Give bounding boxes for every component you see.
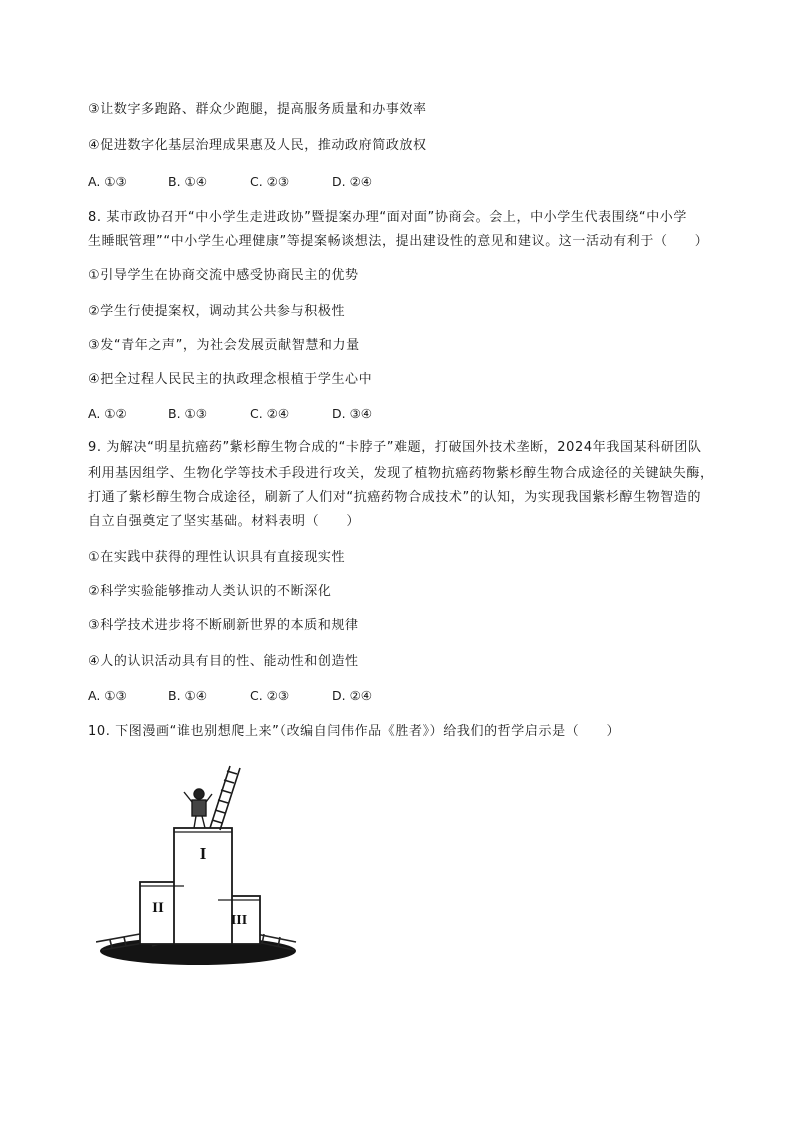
q8-answer-choices [88,404,418,424]
answer-c: C. ②④ [250,406,290,421]
q8-stem-line-2: 生睡眠管理”“中小学生心理健康”等提案畅谈想法，提出建设性的意见和建议。这一活动有利于（ ） [88,234,709,249]
ladder [210,766,240,830]
q9-stem-line-1: 9. 为解决“明星抗癌药”紫杉醇生物合成的“卡脖子”难题，打破国外技术垄断，2024年我国某科研团队 [88,440,702,455]
q9-option-2: ②科学实验能够推动人类认识的不断深化 [88,584,332,599]
answer-b: B. ①③ [168,406,207,421]
podium-drawing [96,764,304,976]
answer-d: D. ③④ [332,406,372,421]
q8-option-2: ②学生行使提案权，调动其公共参与积极性 [88,304,346,319]
q7-option-4: ④促进数字化基层治理成果惠及人民，推动政府简政放权 [88,138,427,153]
q9-answer-choices [88,686,418,706]
q8-stem-line-1: 8. 某市政协召开“中小学生走进政协”暨提案办理“面对面”协商会。会上，中小学生代表围绕“中小学 [88,210,688,225]
q9-stem-line-3: 打通了紫杉醇生物合成途径，刷新了人们对“抗癌药物合成技术”的认知，为实现我国紫杉醇生物智造的 [88,490,702,505]
q9-option-4: ④人的认识活动具有目的性、能动性和创造性 [88,654,359,669]
answer-a: A. ①③ [88,688,127,703]
answer-a: A. ①③ [88,174,127,189]
answer-a: A. ①② [88,406,127,421]
answer-d: D. ②④ [332,174,372,189]
q8-option-4: ④把全过程人民民主的执政理念根植于学生心中 [88,372,373,387]
q9-stem-line-2: 利用基因组学、生物化学等技术手段进行攻关，发现了植物抗癌药物紫杉醇生物合成途径的关键缺失酶， [88,466,714,481]
podium-third-label: III [230,913,248,928]
cartoon-podium-illustration [96,764,304,976]
podium-first-label: I [199,844,207,863]
answer-b: B. ①④ [168,688,207,703]
q7-option-3: ③让数字多跑路、群众少跑腿，提高服务质量和办事效率 [88,102,427,117]
q8-option-1: ①引导学生在协商交流中感受协商民主的优势 [88,268,359,283]
q9-option-1: ①在实践中获得的理性认识具有直接现实性 [88,550,346,565]
answer-c: C. ②③ [250,688,290,703]
answer-b: B. ①④ [168,174,207,189]
winner-figure [184,789,212,828]
q9-stem-line-4: 自立自强奠定了坚实基础。材料表明（ ） [88,514,361,529]
answer-d: D. ②④ [332,688,372,703]
answer-c: C. ②③ [250,174,290,189]
q7-answer-choices [88,172,418,192]
q9-option-3: ③科学技术进步将不断刷新世界的本质和规律 [88,618,359,633]
q10-stem: 10. 下图漫画“谁也别想爬上来”（改编自闫伟作品《胜者》）给我们的哲学启示是（ ） [88,724,621,739]
podium-second-label: II [152,900,164,916]
q8-option-3: ③发“青年之声”，为社会发展贡献智慧和力量 [88,338,360,353]
